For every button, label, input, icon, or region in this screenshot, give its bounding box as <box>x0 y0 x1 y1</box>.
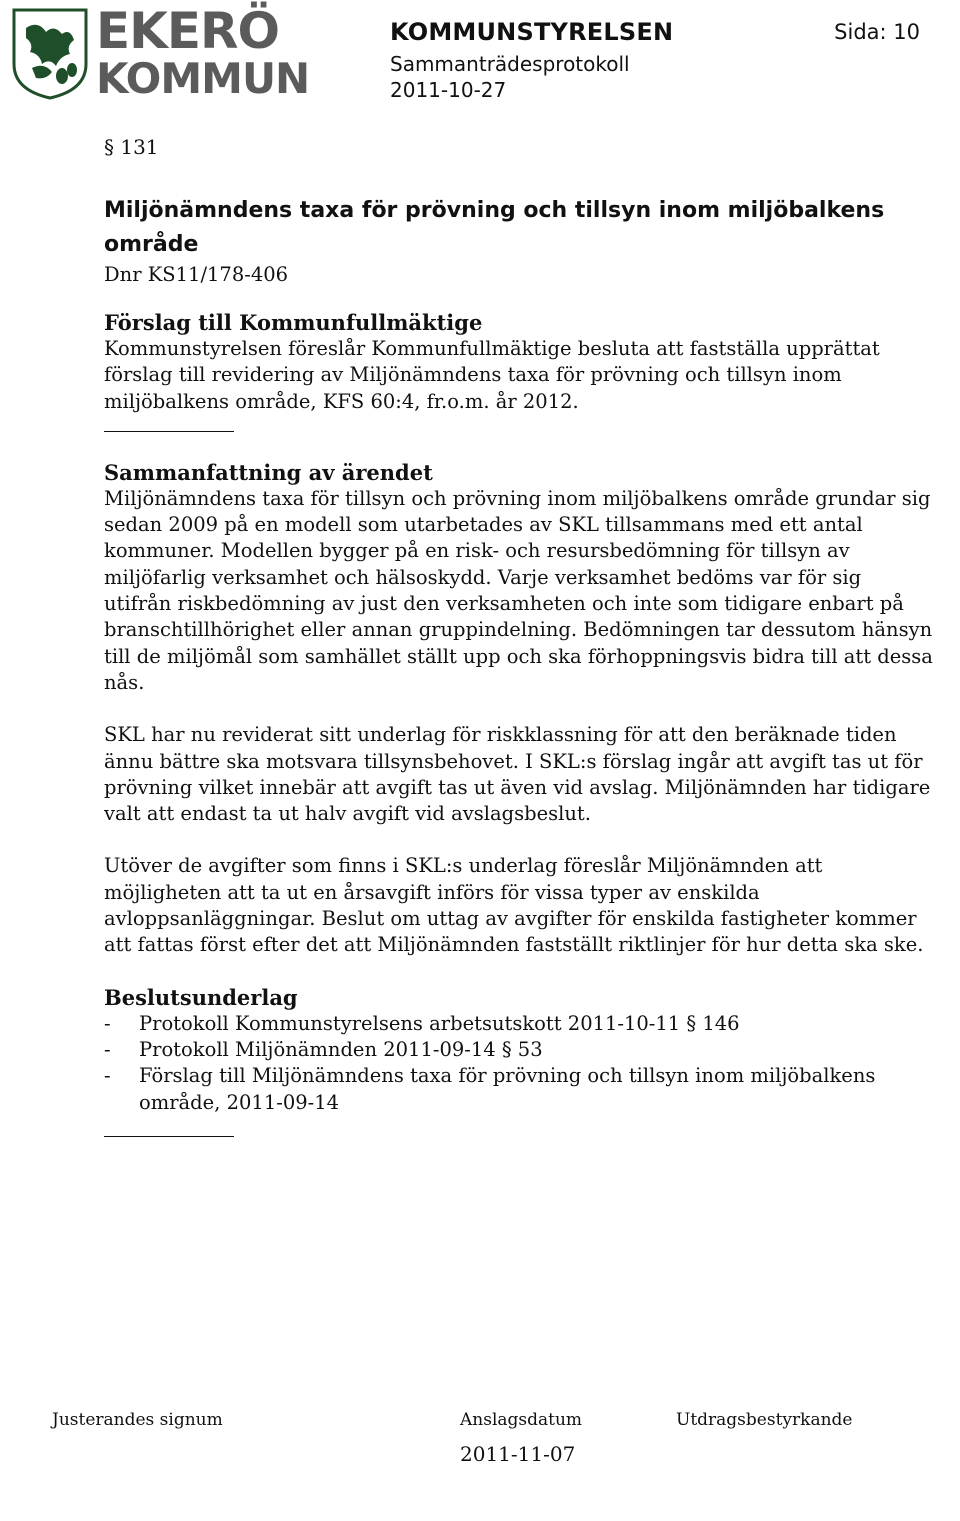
case-number: Dnr KS11/178-406 <box>104 263 289 286</box>
list-item <box>104 1063 934 1116</box>
protocol-type: Sammanträdesprotokoll <box>390 52 630 76</box>
list-item-text: Protokoll Kommunstyrelsens arbetsutskott 2011-10-11 § 146 <box>139 1011 740 1035</box>
list-item-text: Protokoll Miljönämnden 2011-09-14 § 53 <box>139 1037 543 1061</box>
summary-paragraph-3: Utöver de avgifter som finns i SKL:s underlag föreslår Miljönämnden att möjligheten att ta ut en årsavgift införs för vissa typer av enskilda avloppsanläggningar. Beslut om uttag av avgifter för enskilda fastigheter kommer att fattas först efter det att Miljönämnden fastställt riktlinjer för hur detta ska ske. <box>104 854 924 957</box>
posting-date: 2011-11-07 <box>460 1442 576 1466</box>
list-dash: - <box>104 1011 111 1035</box>
summary-heading: Sammanfattning av ärendet <box>104 459 433 485</box>
page-number: Sida: 10 <box>834 20 920 44</box>
list-dash: - <box>104 1037 111 1061</box>
page-title: Miljönämndens taxa för prövning och tillsyn inom miljöbalkens område <box>104 198 885 257</box>
municipality-logo <box>10 2 310 103</box>
summary-paragraph-1: Miljönämndens taxa för tillsyn och prövning inom miljöbalkens område grundar sig sedan 2009 på en modell som utarbetades av SKL tillsammans med ett antal kommuner. Modellen bygger på en risk- och resursbedömning för tillsyn av miljöfarlig verksamhet och hälsoskydd. Varje verksamhet bedöms var för sig utifrån riskbedömning av just den verksamheten och inte som tidigare enbart på branschtillhörighet eller annan gruppindelning. Bedömningen tar dessutom hänsyn till de miljömål som samhället ställt upp och ska förhoppningsvis bidra till att dessa nås. <box>104 486 933 694</box>
list-item <box>104 1011 934 1037</box>
certification-label: Utdragsbestyrkande <box>676 1410 853 1430</box>
list-item <box>104 1037 934 1063</box>
list-item-text: Förslag till Miljönämndens taxa för prövning och tillsyn inom miljöbalkens område, 2011-09-14 <box>139 1064 876 1114</box>
proposal-heading: Förslag till Kommunfullmäktige <box>104 310 483 335</box>
meeting-date: 2011-10-27 <box>390 78 507 102</box>
board-title: KOMMUNSTYRELSEN <box>390 18 674 46</box>
posting-date-label: Anslagsdatum <box>460 1410 583 1430</box>
summary-paragraph-2: SKL har nu reviderat sitt underlag för riskklassning för att den beräknade tiden ännu bättre ska motsvara tillsynsbehovet. I SKL:s förslag ingår att avgift tas ut för prövning vilket innebär att avgift tas ut även vid avslag. Miljönämnden har tidigare valt att endast ta ut halv avgift vid avslagsbeslut. <box>104 723 931 826</box>
signature-label: Justerandes signum <box>52 1410 223 1430</box>
paragraph-number: § 131 <box>104 135 159 159</box>
proposal-text: Kommunstyrelsen föreslår Kommunfullmäktige besluta att fastställa upprättat förslag till revidering av Miljönämndens taxa för prövning och tillsyn inom miljöbalkens område, KFS 60:4, fr.o.m. år 2012. <box>104 337 880 413</box>
document-header <box>390 18 930 108</box>
section-divider <box>104 1136 234 1137</box>
document-footer <box>0 1410 960 1490</box>
basis-heading: Beslutsunderlag <box>104 984 298 1010</box>
logo-wordmark-bottom: KOMMUN <box>96 54 310 103</box>
document-body <box>104 134 934 1137</box>
logo-wordmark-top: EKERÖ <box>96 2 280 60</box>
basis-list <box>104 1011 934 1116</box>
list-dash: - <box>104 1064 111 1088</box>
